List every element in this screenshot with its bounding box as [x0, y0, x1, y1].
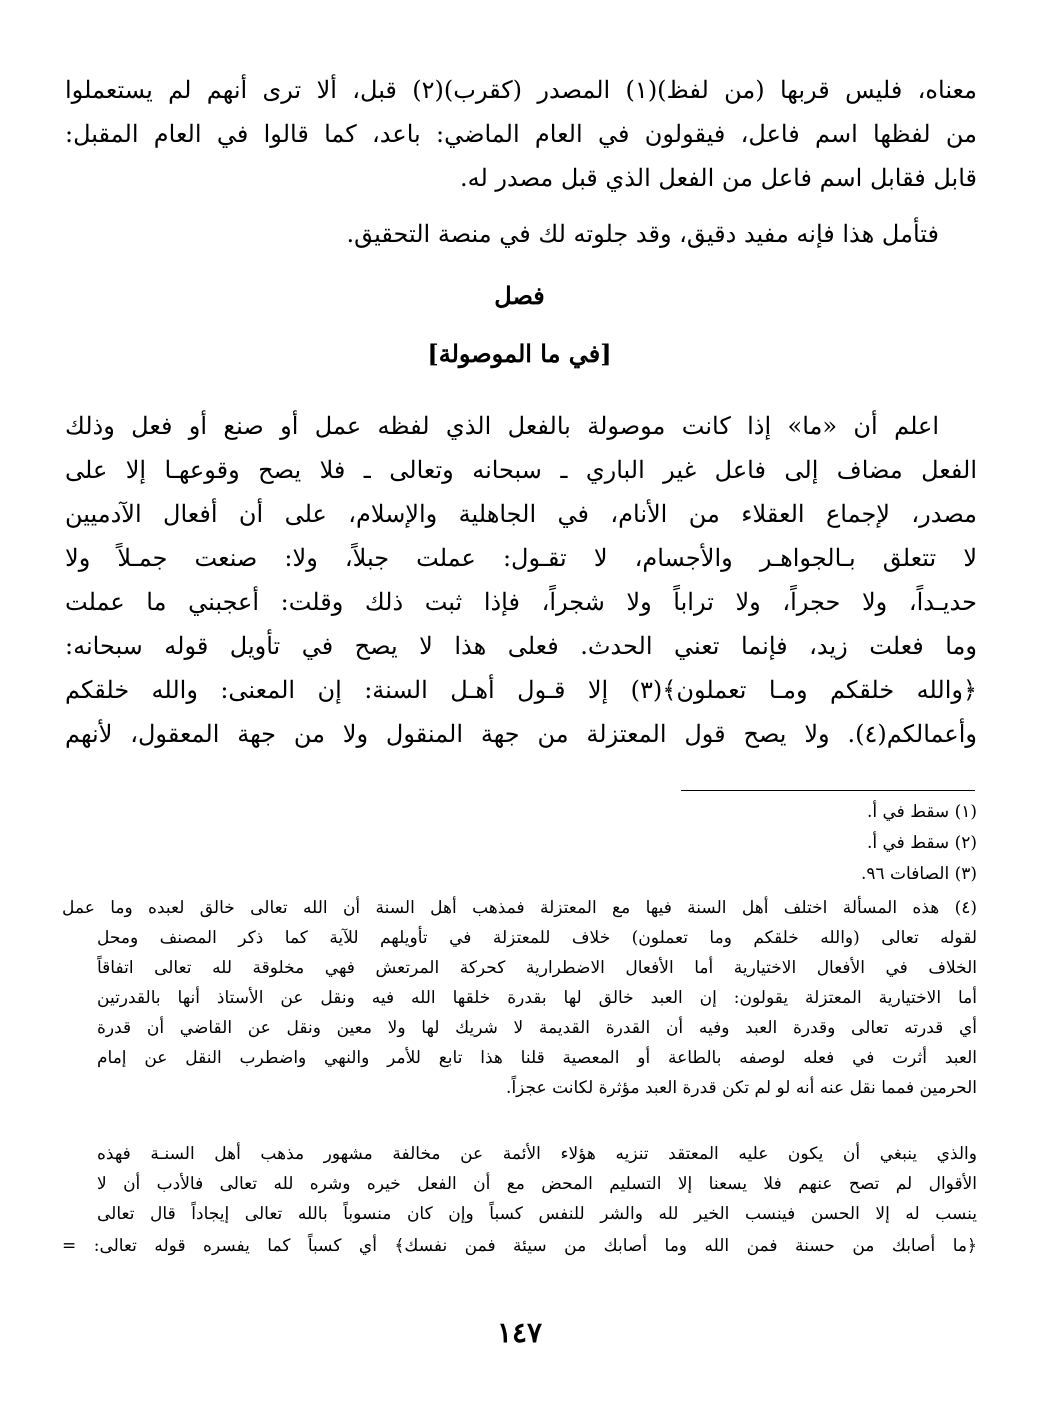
footnote-4-continuation: ينسب له إلا الحسن فينسب الخير لله والشر للنفس كسباً وإن كان منسوباً بالله تعالى إيجاداً قال تعالى	[97, 1204, 977, 1224]
body-line: قابل فقابل اسم فاعل من الفعل الذي قبل مصدر له.	[459, 164, 977, 192]
page-number: ١٤٧	[496, 1316, 543, 1349]
body-line: من لفظها اسم فاعل، فيقولون في العام الماضي: باعد، كما قالوا في العام المقبل:	[65, 120, 977, 148]
footnote-4-continuation: ﴿ما أصابك من حسنة فمن الله وما أصابك من سيئة فمن نفسك﴾ أي كسباً كما يفسره قوله تعالى: =	[62, 1236, 977, 1256]
footnote-4-line: أما الاختيارية المعتزلة يقولون: إن العبد خالق لها بقدرة خلقها الله فيه ونقل عن الأستاذ أنها بالقدرتين	[97, 988, 977, 1008]
body-line: اعلم أن «ما» إذا كانت موصولة بالفعل الذي لفظه عمل أو صنع أو فعل وذلك	[65, 412, 939, 440]
section-subheading: [في ما الموصولة]	[427, 339, 612, 368]
footnote-4-line: (٤) هذه المسألة اختلف أهل السنة فيها مع المعتزلة فمذهب أهل السنة أن الله تعالى خالق لعبده وما عمل	[62, 898, 977, 918]
body-line: وأعمالكم(٤). ولا يصح قول المعتزلة من جهة المنقول ولا من جهة المعقول، لأنهم	[65, 720, 977, 748]
body-line: لا تتعلق بـالجواهـر والأجسام، لا تقـول: عملت جبلاً، ولا: صنعت جمـلاً ولا	[65, 544, 977, 572]
footnote-1: (١) سقط في أ.	[866, 802, 977, 822]
footnote-2: (٢) سقط في أ.	[866, 833, 977, 853]
footnote-4-line: لقوله تعالى (والله خلقكم وما تعملون) خلاف للمعتزلة في تأويلهم للآية كما ذكر المصنف ومحل	[97, 928, 977, 948]
section-heading: فصل	[494, 281, 545, 310]
footnote-4-line: العبد أثرت في فعله لوصفه بالطاعة أو المعصية قلنا هذا تابع للأمر والنهي واضطرب النقل عن إمام	[97, 1048, 977, 1068]
body-line: معناه، فليس قربها (من لفظ)(١) المصدر (كقرب)(٢) قبل، ألا ترى أنهم لم يستعملوا	[65, 76, 977, 104]
body-line: وما فعلت زيد، فإنما تعني الحدث. فعلى هذا لا يصح في تأويل قوله سبحانه:	[65, 632, 977, 660]
body-line: مصدر، لإجماع العقلاء من الأنام، في الجاهلية والإسلام، على أن أفعال الآدميين	[65, 500, 977, 528]
footnote-4-line: الحرمين فمما نقل عنه أنه لو لم تكن قدرة العبد مؤثرة لكانت عجزاً.	[506, 1078, 977, 1098]
footnote-4-continuation: الأقوال لم تصح عنهم فلا يسعنا إلا التسليم المحض مع أن الفعل خيره وشره لله تعالى فالأدب أن لا	[97, 1174, 977, 1194]
footnote-separator	[681, 790, 975, 791]
body-line: حديـداً، ولا حجراً، ولا تراباً ولا شجراً، فإذا ثبت ذلك وقلت: أعجبني ما عملت	[65, 588, 977, 616]
body-line: فتأمل هذا فإنه مفيد دقيق، وقد جلوته لك في منصة التحقيق.	[346, 220, 939, 248]
footnote-3: (٣) الصافات ٩٦.	[860, 864, 977, 884]
footnote-4-line: أي قدرته تعالى وقدرة العبد وفيه أن القدرة القديمة لا شريك لها ولا معين ونقل عن القاضي أن قدرة	[97, 1018, 977, 1038]
body-line: الفعل مضاف إلى فاعل غير الباري ـ سبحانه وتعالى ـ فلا يصح وقوعهـا إلا على	[65, 456, 977, 484]
body-line: ﴿والله خلقكم ومـا تعملون﴾(٣) إلا قـول أهـل السنة: إن المعنى: والله خلقكم	[65, 676, 977, 704]
footnote-4-continuation: والذي ينبغي أن يكون عليه المعتقد تنزيه هؤلاء الأئمة عن مخالفة مشهور مذهب أهل السنـة فهذه	[97, 1144, 977, 1164]
footnote-4-line: الخلاف في الأفعال الاختيارية أما الأفعال الاضطرارية كحركة المرتعش فهي مخلوقة لله تعالى اتفاقاً	[97, 958, 977, 978]
